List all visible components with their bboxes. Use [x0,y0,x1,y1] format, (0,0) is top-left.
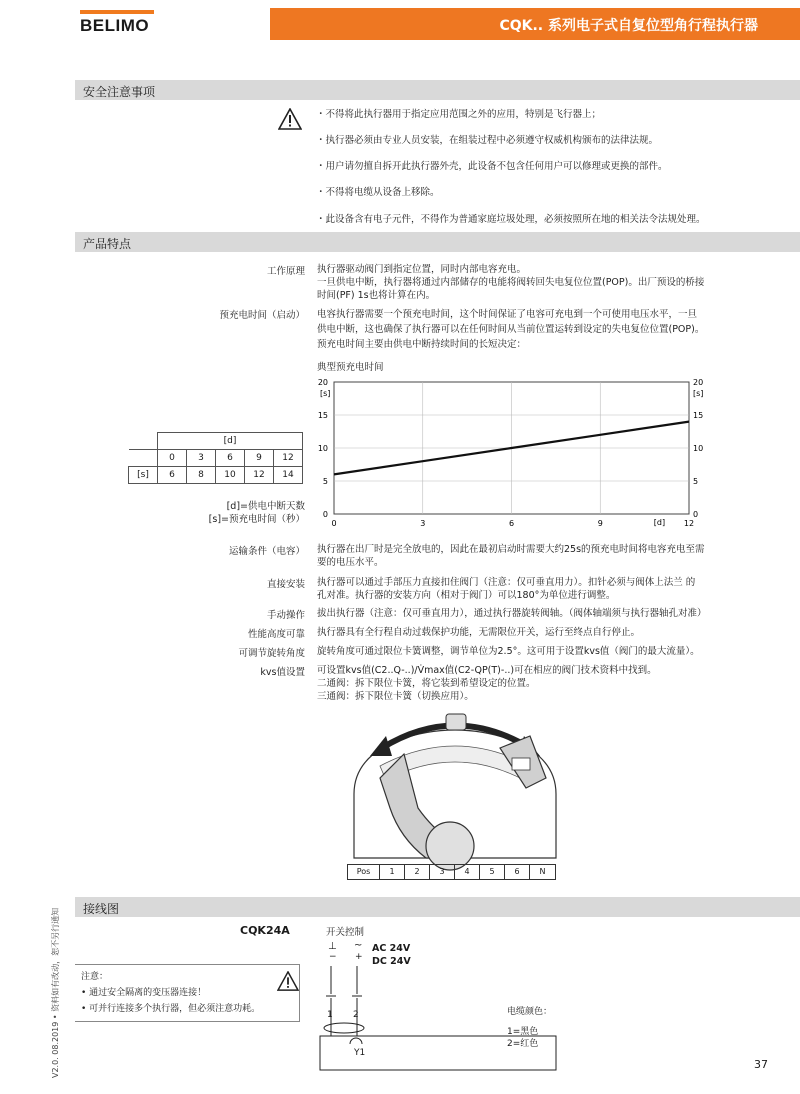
wiring-note-box [75,964,300,1022]
text-line: 执行器驱动阀门到指定位置，同时内部电容充电。 [317,264,527,275]
text-line: 电容执行器需要一个预充电时间，这个时间保证了电容可充电到一个可使用电压水平，一旦 [317,309,698,320]
text-line: 执行器在出厂时是完全放电的，因此在最初启动时需要大约25s的预充电时间将电容充电至需 [317,544,705,555]
safety-item: ・执行器必须由专业人员安装，在组装过程中必须遵守权威机构颁布的法律法规。 [316,135,659,146]
text-line: 三通阀：拆下限位卡簧（切换应用）。 [317,691,474,702]
text-line: 预充电时间主要由供电中断持续时间的长短决定： [317,339,527,350]
table-cell-seconds: 8 [187,467,216,484]
wiring-switch-label: 开关控制 [326,927,365,938]
y-tick-label: 5 [322,477,328,486]
clip-slot-icon [512,758,530,770]
chart-title: 典型预充电时间 [317,362,384,373]
text-line: 要的电压水平。 [317,557,384,568]
scale-cell: 2 [405,865,430,879]
table-cell-day: 12 [274,450,303,467]
table-cell-seconds: 14 [274,467,303,484]
y-axis-label: [s] [320,389,331,398]
table-cell-day: 6 [216,450,245,467]
scale-cell: 4 [455,865,480,879]
scale-cell: 6 [505,865,530,879]
x-tick-label: 3 [420,519,426,528]
ac-symbol: ~ [354,940,363,951]
legend-seconds: [s]=预充电时间（秒） [208,514,305,525]
text-line: 孔对准。执行器的安装方向（相对于阀门）可以180°为单位进行调整。 [317,590,616,601]
table-corner [129,433,158,450]
table-cell-seconds: 12 [245,467,274,484]
document-title: CQK.. 系列电子式自复位型角行程执行器 [270,8,800,40]
feature-label-direct-mount: 直接安装 [266,579,305,590]
feature-text-direct-mount [317,576,765,602]
feature-label-transport: 运输条件（电容） [228,546,305,557]
table-cell-day: 3 [187,450,216,467]
table-cell-seconds: 10 [216,467,245,484]
precharge-table [128,432,303,484]
scale-cell: 1 [380,865,405,879]
belimo-logo [80,10,160,35]
text-line: 可设置kvs值(C2..Q-..)/V̇max值(C2-QP(T)-..)可在相应的阀门技术资料中找到。 [317,665,657,676]
text-line: 时间(PF) 1s也将计算在内。 [317,290,436,301]
text-line: 旋转角度可通过限位卡簧调整，调节单位为2.5°。这可用于设置kvs值（阀门的最大流量）。 [317,646,700,657]
warning-triangle-icon [277,971,299,991]
y-axis-label-right: [s] [693,389,704,398]
feature-text-reliability [317,626,765,639]
y1-label: Y1 [354,1048,366,1058]
cable-color-2: 2=红色 [507,1039,539,1049]
ac-voltage: AC 24V [372,943,411,954]
feature-label-adjustable: 可调节旋转角度 [238,648,305,659]
feature-text-precharge [317,307,765,352]
y-tick-label: 15 [317,411,328,420]
safety-item: ・不得将此执行器用于指定应用范围之外的应用，特别是飞行器上； [316,109,602,120]
precharge-chart [312,370,712,532]
y-tick-label-right: 10 [693,444,704,453]
x-axis-label: [d] [653,518,666,527]
table-corner [129,450,158,467]
y-tick-label-right: 5 [693,477,699,486]
y-tick-label-right: 0 [693,510,699,519]
scale-cell: 3 [430,865,455,879]
section-wiring-heading: 接线图 [75,897,800,917]
safety-item: ・此设备含有电子元件，不得作为普通家庭垃圾处理，必须按照所在地的相关法令法规处理。 [316,214,706,225]
feature-text-working-principle [317,263,765,302]
text-line: 供电中断，这也确保了执行器可以在任何时间从当前位置运转到设定的失电复位位置(POP)。 [317,324,705,335]
warning-triangle-icon [278,108,302,130]
wire-2-label: 2 [353,1010,359,1020]
logo-text: BELIMO [80,16,150,35]
feature-text-manual [317,607,765,620]
actuator-illustration [340,708,570,886]
scale-cell: N [539,867,546,876]
x-tick-label: 12 [683,519,695,528]
safety-item: ・用户请勿擅自拆开此执行器外壳，此设备不包含任何用户可以修理或更换的部件。 [316,161,668,172]
table-cell-seconds: 6 [158,467,187,484]
cable-color-1: 1=黑色 [507,1027,539,1037]
feature-label-precharge: 预充电时间（启动） [219,310,305,321]
logo-bar [80,10,154,14]
y-tick-label-right: 15 [693,411,704,420]
position-scale [347,864,556,880]
text-line: 执行器具有全行程自动过载保护功能，无需限位开关，运行至终点自行停止。 [317,627,641,638]
scale-cell: Pos [348,865,380,879]
plus-symbol: + [355,952,363,962]
y-tick-label-right: 20 [693,378,704,387]
text-line: 执行器可以通过手部压力直接扣住阀门（注意：仅可垂直用力）。扣针必须与阀体上法兰 的 [317,577,696,588]
ground-symbol: ⊥ [328,941,337,952]
table-cell-day: 9 [245,450,274,467]
safety-item: ・不得将电缆从设备上移除。 [316,187,440,198]
y-tick-label: 20 [317,378,328,387]
cable-colors-title: 电缆颜色： [507,1007,553,1017]
note-title: 注意： [81,972,109,982]
text-line: 拔出执行器（注意：仅可垂直用力），通过执行器旋转阀轴。（阀体轴端须与执行器轴孔对准） [317,608,707,619]
feature-label-reliability: 性能高度可靠 [247,629,305,640]
section-features-heading: 产品特点 [75,232,800,252]
wire-1-label: 1 [327,1010,333,1020]
minus-symbol: − [329,952,337,962]
lock-slot-icon [446,714,466,730]
note-item: • 通过安全隔离的变压器连接！ [81,988,207,998]
feature-label-kvs: kvs值设置 [260,667,305,678]
scale-cell: 5 [480,865,505,879]
x-tick-label: 0 [331,519,337,528]
table-cell-day: 0 [158,450,187,467]
spindle [426,822,474,870]
feature-label-working-principle: 工作原理 [266,266,305,277]
feature-text-kvs [317,664,765,703]
x-tick-label: 6 [508,519,515,528]
footer-version-text: V2.0. 08.2019 • 资料如有改动，恕不另行通知 [51,907,60,1078]
note-item: • 可并行连接多个执行器，但必须注意功耗。 [81,1004,261,1014]
feature-text-adjustable [317,645,765,658]
x-tick-label: 9 [597,519,603,528]
dc-voltage: DC 24V [372,956,411,967]
page-number: 37 [754,1058,768,1071]
legend-days: [d]=供电中断天数 [226,501,305,512]
table-unit-days: [d] [158,433,303,450]
wiring-model: CQK24A [240,924,290,937]
y-tick-label: 10 [317,444,328,453]
y-tick-label: 0 [322,510,328,519]
arrow-left-head [370,736,392,756]
feature-text-transport [317,543,765,569]
section-safety-heading: 安全注意事项 [75,80,800,100]
text-line: 一旦供电中断，执行器将通过内部储存的电能将阀转回失电复位位置(POP)。出厂预设的桥接 [317,277,705,288]
feature-label-manual: 手动操作 [266,610,305,621]
text-line: 二通阀：拆下限位卡簧，将它装到希望设定的位置。 [317,678,536,689]
cable-sheath [324,1023,364,1033]
table-unit-seconds: [s] [129,467,158,484]
